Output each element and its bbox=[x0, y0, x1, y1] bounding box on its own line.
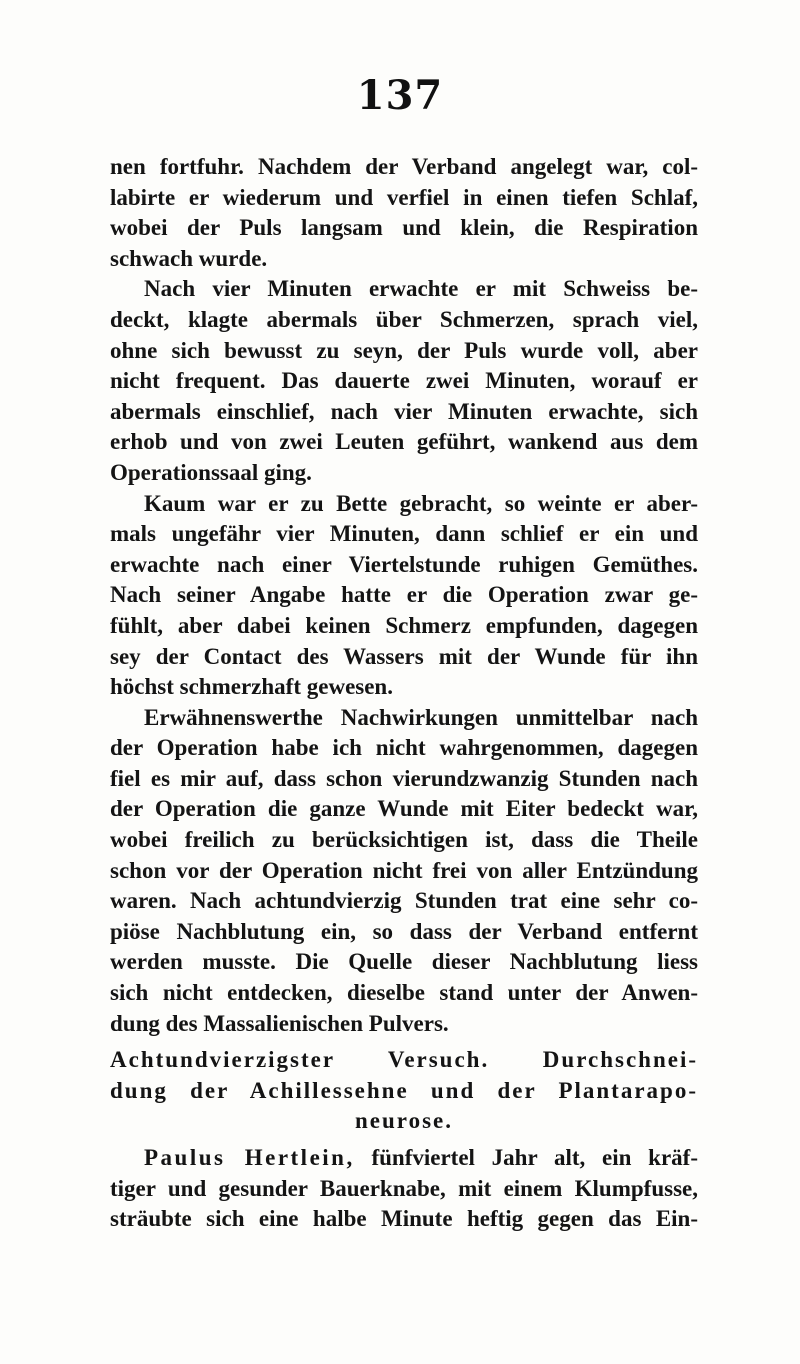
text-line: abermals einschlief, nach vier Minuten erwachte, sich bbox=[110, 398, 698, 424]
body-text bbox=[110, 152, 698, 1235]
text-line: erhob und von zwei Leuten geführt, wankend aus dem bbox=[110, 429, 698, 455]
text-line: wobei freilich zu berücksichtigen ist, dass die Theile bbox=[110, 827, 698, 853]
text-line: mals ungefähr vier Minuten, dann schlief er ein und bbox=[110, 521, 698, 547]
paragraph bbox=[110, 152, 698, 274]
text-fragment: fünfviertel Jahr alt, ein kräf- bbox=[354, 1145, 698, 1170]
text-line: dung des Massalienischen Pulvers. bbox=[110, 1010, 449, 1036]
patient-name: Paulus Hertlein, bbox=[144, 1145, 355, 1170]
heading-line: Achtundvierzigster Versuch. Durchschnei- bbox=[110, 1047, 698, 1073]
paragraph bbox=[110, 1143, 698, 1235]
heading-line: dung der Achillessehne und der Plantarapo- bbox=[110, 1077, 698, 1103]
text-line: der Operation die ganze Wunde mit Eiter bedeckt war, bbox=[110, 796, 698, 822]
text-line: schon vor der Operation nicht frei von aller Entzündung bbox=[110, 857, 698, 883]
text-line: fiel es mir auf, dass schon vierundzwanzig Stunden nach bbox=[110, 765, 698, 791]
text-line: sey der Contact des Wassers mit der Wunde für ihn bbox=[110, 643, 698, 669]
text-line: Operationssaal ging. bbox=[110, 459, 312, 485]
text-line: waren. Nach achtundvierzig Stunden trat eine sehr co- bbox=[110, 888, 698, 914]
text-line: höchst schmerzhaft gewesen. bbox=[110, 674, 393, 700]
text-line: Kaum war er zu Bette gebracht, so weinte er aber- bbox=[144, 490, 698, 516]
text-line: erwachte nach einer Viertelstunde ruhigen Gemüthes. bbox=[110, 551, 698, 577]
text-line: nen fortfuhr. Nachdem der Verband angelegt war, col- bbox=[110, 154, 698, 179]
section-heading bbox=[110, 1045, 698, 1137]
text-line: fühlt, aber dabei keinen Schmerz empfunden, dagegen bbox=[110, 612, 698, 638]
text-line: Nach seiner Angabe hatte er die Operation zwar ge- bbox=[110, 582, 698, 608]
text-line: deckt, klagte abermals über Schmerzen, sprach viel, bbox=[110, 306, 698, 332]
text-line bbox=[110, 1143, 698, 1174]
paragraph bbox=[110, 703, 698, 1040]
text-line: werden musste. Die Quelle dieser Nachblutung liess bbox=[110, 949, 698, 975]
text-line: Erwähnenswerthe Nachwirkungen unmittelbar nach bbox=[144, 704, 698, 730]
text-line: der Operation habe ich nicht wahrgenommen, dagegen bbox=[110, 735, 698, 761]
paragraph bbox=[110, 489, 698, 703]
text-line: piöse Nachblutung ein, so dass der Verband entfernt bbox=[110, 918, 698, 944]
heading-line: neurose. bbox=[355, 1108, 453, 1134]
text-line: tiger und gesunder Bauerknabe, mit einem Klumpfusse, bbox=[110, 1175, 698, 1201]
text-line: ohne sich bewusst zu seyn, der Puls wurde voll, aber bbox=[110, 337, 698, 363]
text-line: sträubte sich eine halbe Minute heftig gegen das Ein- bbox=[110, 1206, 698, 1232]
text-line: wobei der Puls langsam und klein, die Respiration bbox=[110, 215, 698, 241]
text-line: sich nicht entdecken, dieselbe stand unter der Anwen- bbox=[110, 980, 698, 1006]
text-line: schwach wurde. bbox=[110, 245, 268, 271]
paragraph bbox=[110, 274, 698, 488]
page-number: 137 bbox=[356, 72, 444, 119]
text-line: labirte er wiederum und verfiel in einen tiefen Schlaf, bbox=[110, 184, 698, 210]
text-line: nicht frequent. Das dauerte zwei Minuten, worauf er bbox=[110, 368, 698, 394]
text-line: Nach vier Minuten erwachte er mit Schweiss be- bbox=[144, 276, 698, 302]
